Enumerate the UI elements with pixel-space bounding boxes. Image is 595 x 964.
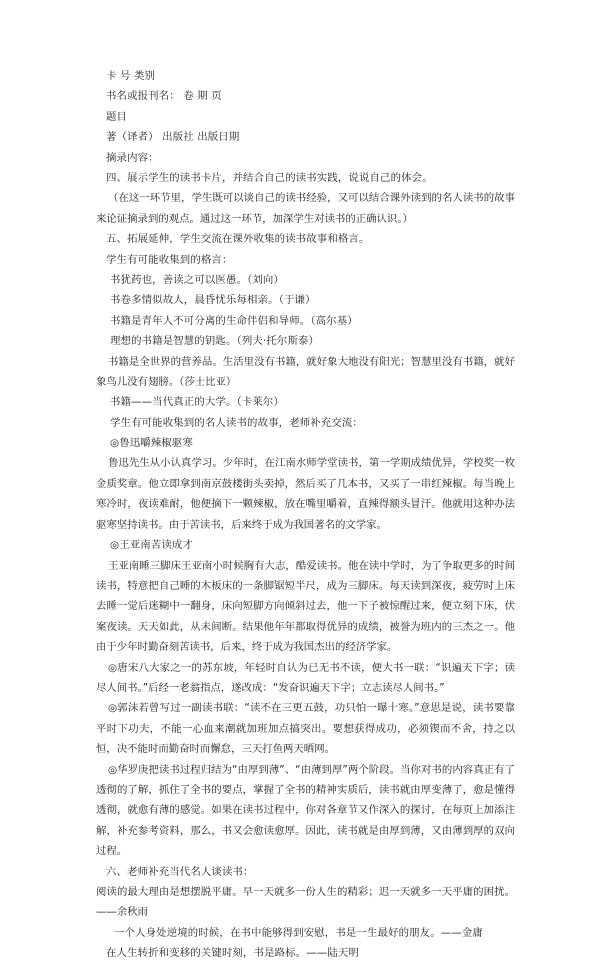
story-paragraph: ◎唐宋八大家之一的苏东坡，年轻时自认为已无书不读，便大书一联：“识遍天下字；读尽人间书。”后经一老翁指点，遂改成：“发奋识遍天下字；立志读尽人间书。” [96, 661, 515, 694]
maxim-item: 书卷多情似故人，晨昏忧乐每相亲。（于谦） [110, 294, 316, 307]
section4-note: （在这一环节里，学生既可以谈自己的读书经验，又可以结合课外读到的名人读书的故事来论证摘录到的观点。通过这一环节，加深学生对读书的正确认识。） [96, 192, 515, 225]
section6-heading: 六、老师补充当代名人谈读书： [106, 865, 254, 878]
quote-item: 阅读的最大理由是想摆脱平庸。早一天就多一份人生的精彩；迟一天就多一天平庸的困扰。——余秋雨 [96, 885, 515, 919]
maxim-item: 书籍——当代真正的大学。（卡莱尔） [110, 396, 284, 409]
section4-heading: 四、展示学生的读书卡片，并结合自己的读书实践，说说自己的体会。 [106, 171, 433, 184]
card-line-title-volume: 书名或报刊名： 卷 期 页 [106, 90, 222, 103]
story-title: ◎鲁迅嚼辣椒驱寒 [110, 437, 194, 450]
quote-item: 在人生转折和变移的关键时刻，书是路标。——陆天明 [106, 947, 359, 960]
maxim-item-long: 书籍是全世界的营养品。生活里没有书籍，就好象大地没有阳光；智慧里没有书籍，就好象鸟儿没有翅膀。（莎士比亚） [96, 355, 515, 388]
story-title: ◎王亚南苦读成才 [110, 539, 194, 552]
story-paragraph: ◎华罗庚把读书过程归结为“由厚到薄”、“由薄到厚”两个阶段。当你对书的内容真正有了透彻的了解，抓住了全书的要点，掌握了全书的精神实质后，读书就由厚变薄了，愈是懂得透彻，就愈有薄的感觉。如果在读书过程中，你对各章节又作深入的探讨，在每页上加添注解，补充参考资料，那么，书又会愈读愈厚。因此，读书就是由厚到薄，又由薄到厚的双向过程。 [96, 763, 515, 858]
card-line-topic: 题目 [106, 110, 128, 123]
maxim-item: 书籍是青年人不可分离的生命伴侣和导师。（高尔基） [110, 314, 358, 327]
card-line-number-category: 卡 号 类别 [106, 70, 156, 82]
card-line-author-publisher: 著（译者） 出版社 出版日期 [106, 131, 240, 144]
maxim-item: 理想的书籍是智慧的钥匙。（列夫·托尔斯泰） [110, 335, 320, 348]
story-paragraph: 鲁迅先生从小认真学习。少年时，在江南水师学堂读书，第一学期成绩优异，学校奖一枚金质奖章。他立即拿到南京鼓楼街头卖掉，然后买了几本书，又买了一串红辣椒。每当晚上寒冷时，夜读难耐，他便摘下一颗辣椒，放在嘴里嚼着，直辣得额头冒汗。他就用这种办法驱寒坚持读书。由于苦读书，后来终于成为我国著名的文学家。 [96, 457, 515, 531]
story-paragraph: 王亚南睡三脚床王亚南小时候胸有大志，酷爱读书。他在读中学时，为了争取更多的时间读书，特意把自己睡的木板床的一条脚锯短半尺，成为三脚床。每天读到深夜，疲劳时上床去睡一觉后迷糊中一翻身，床向短脚方向倾斜过去，他一下子被惊醒过来，便立刻下床，伏案夜读。天天如此，从未间断。结果他年年都取得优异的成绩，被誉为班内的三杰之一。他由于少年时勤奋刻苦读书，后来，终于成为我国杰出的经济学家。 [96, 559, 515, 654]
maxim-item: 书犹药也，善读之可以医愚。（刘向） [110, 273, 284, 286]
story-paragraph: ◎郭沫若曾写过一副读书联：“读不在三更五鼓，功只怕一曝十寒。”意思是说，读书要靠平时下功夫，不能一心血来潮就加班加点搞突出。要想获得成功，必须锲而不舍，持之以恒，决不能时而勤奋时而懈怠，三天打鱼两天晒网。 [96, 702, 515, 756]
stories-intro: 学生有可能收集到的名人读书的故事，老师补充交流： [110, 416, 363, 429]
card-line-excerpt: 摘录内容： [106, 151, 159, 164]
quote-item: 一个人身处逆境的时候，在书中能够得到安慰，书是一生最好的朋友。——金庸 [114, 926, 483, 939]
maxims-intro: 学生有可能收集到的格言： [106, 253, 233, 266]
section5-heading: 五、拓展延伸，学生交流在课外收集的读书故事和格言。 [106, 233, 370, 246]
